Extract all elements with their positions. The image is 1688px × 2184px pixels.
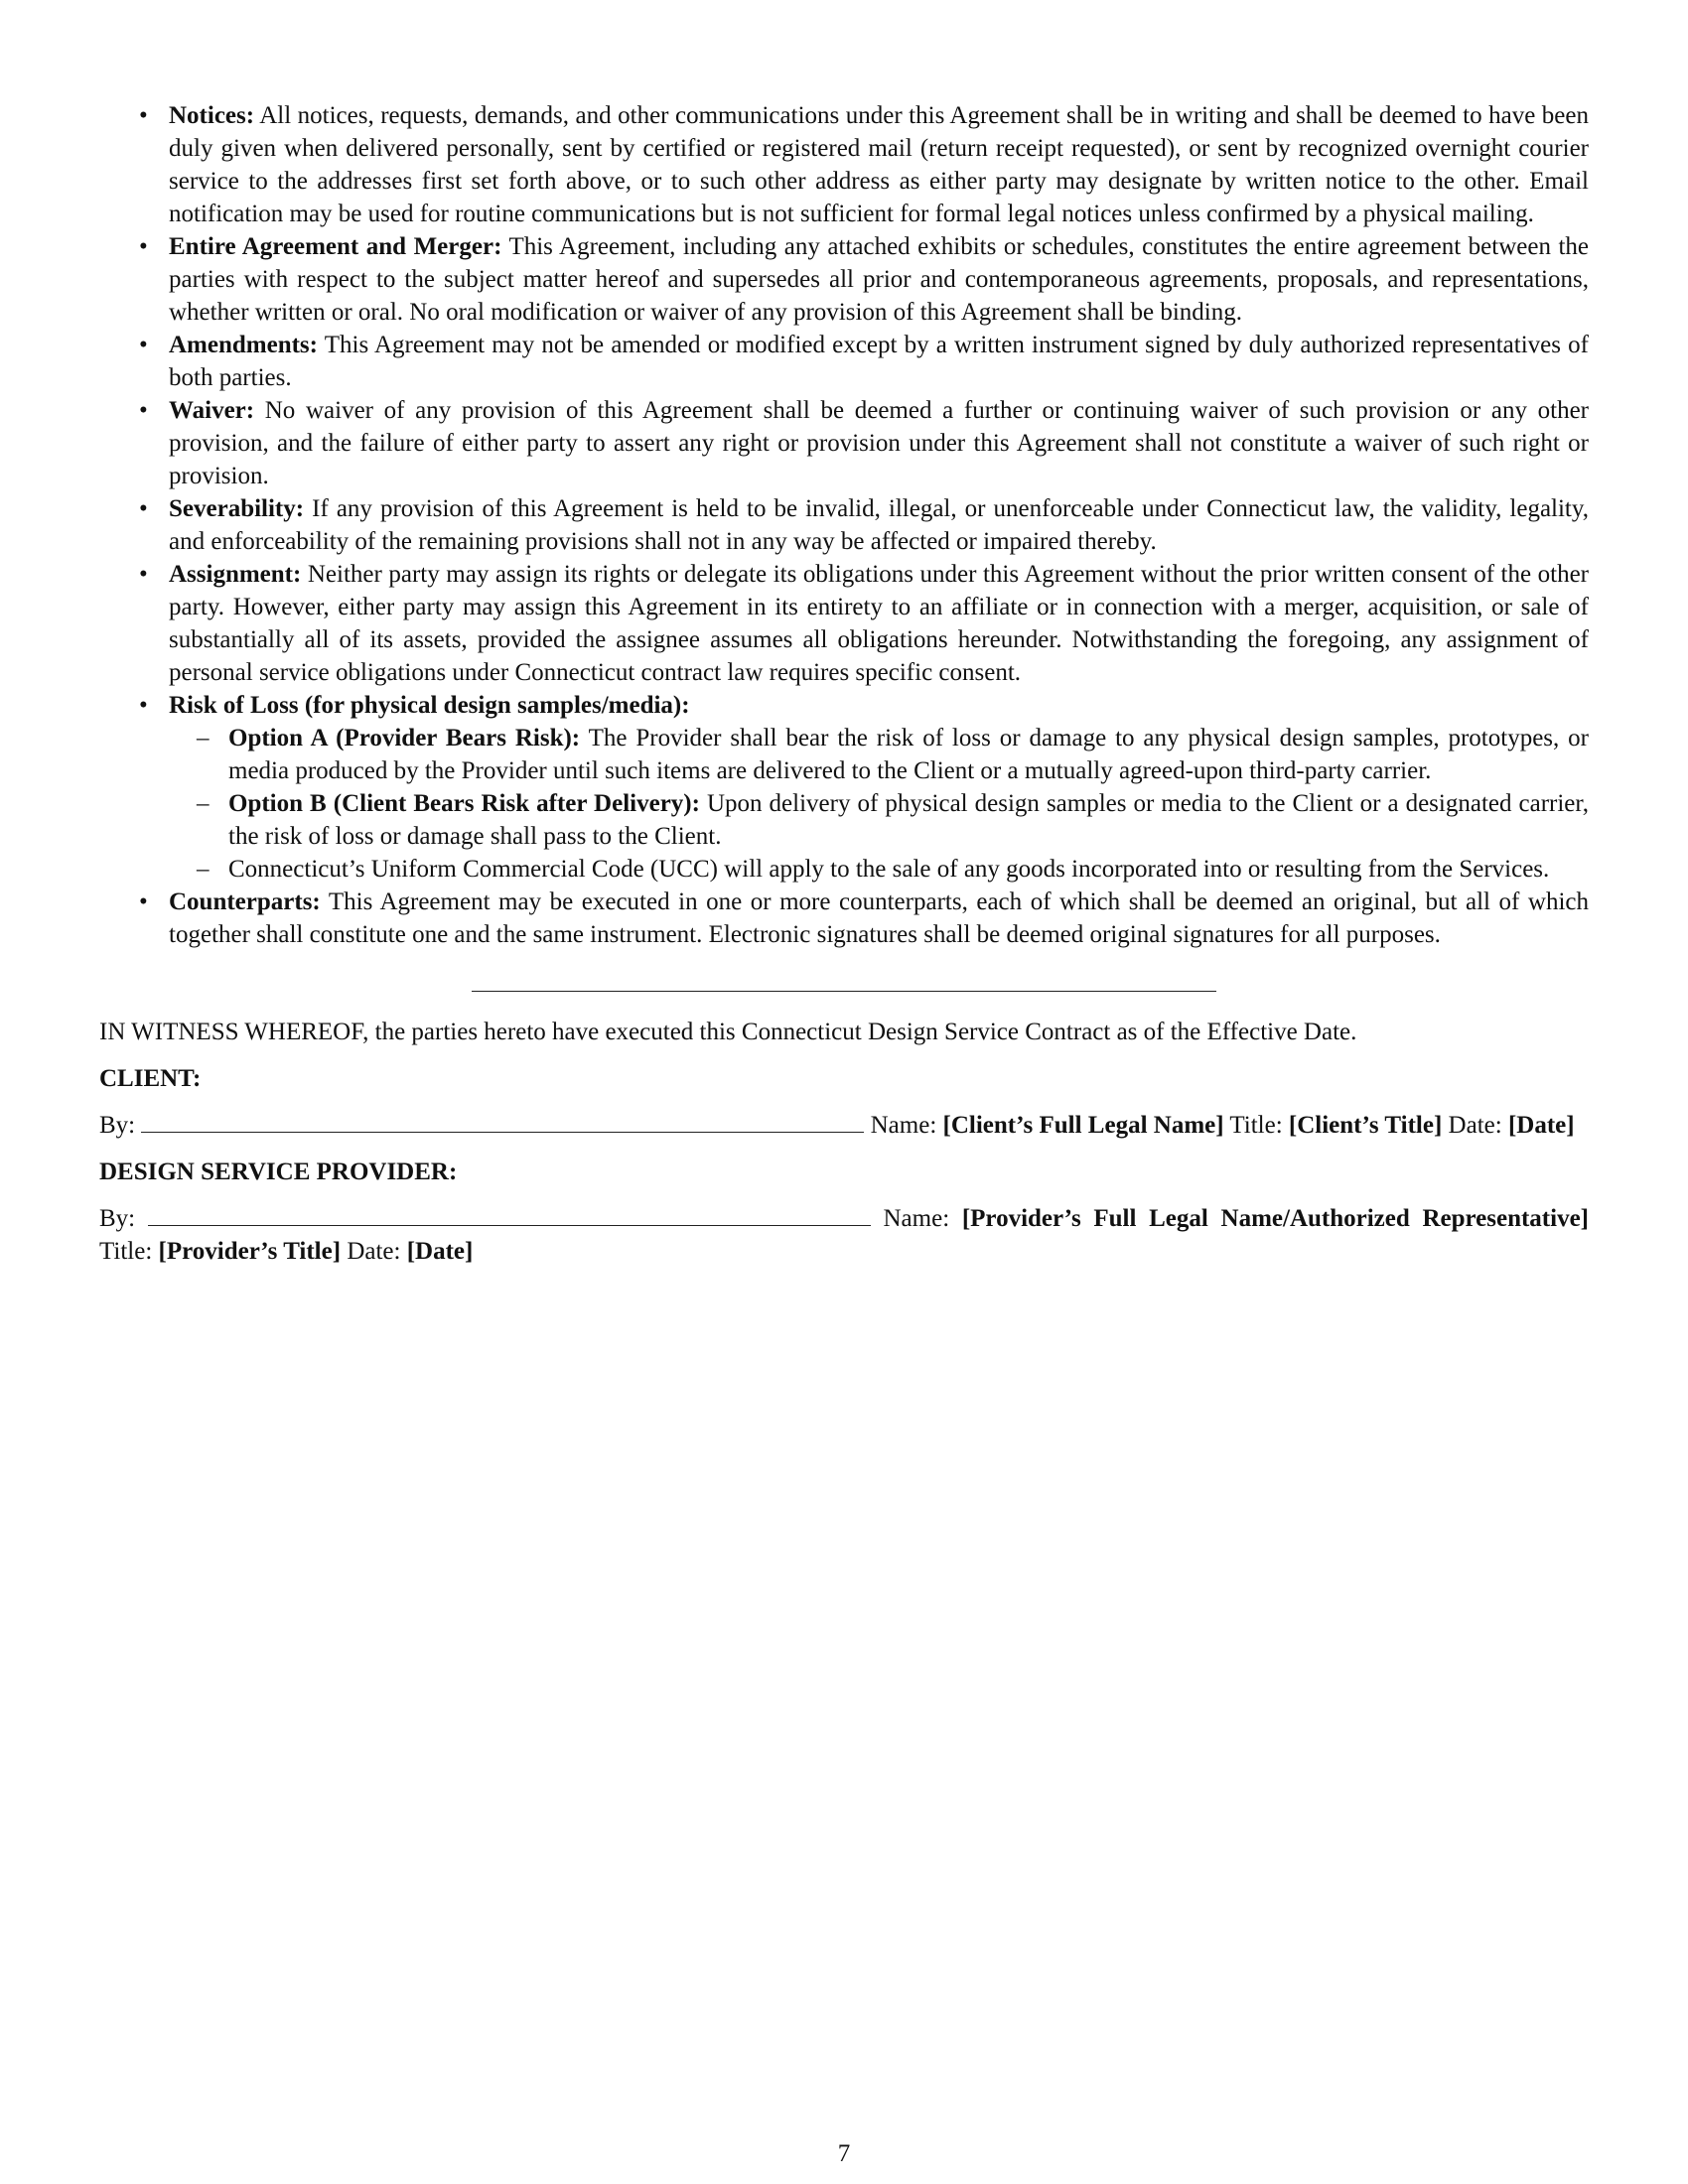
client-signature-block	[99, 1109, 1589, 1142]
risk-options-list	[169, 722, 1589, 886]
risk-option-b	[169, 787, 1589, 853]
client-name-placeholder: [Client’s Full Legal Name]	[942, 1112, 1224, 1139]
provider-heading: DESIGN SERVICE PROVIDER:	[99, 1159, 458, 1185]
date-label: Date:	[1442, 1112, 1508, 1139]
clause-text: No waiver of any provision of this Agreement shall be deemed a further or continuing waiver of such provision or any other provision, and the failure of either party to assert any right or provision under this Agreement shall not constitute a waiver of such right or provision.	[169, 397, 1589, 489]
provider-signature-block	[99, 1202, 1589, 1268]
clause-text: If any provision of this Agreement is held to be invalid, illegal, or unenforceable under Connecticut law, the validity, legality, and enforceability of the remaining provisions shall not in any way be affected or impaired thereby.	[169, 495, 1589, 555]
clause-counterparts	[99, 886, 1589, 951]
clause-term: Severability:	[169, 495, 305, 522]
clause-notices	[99, 99, 1589, 230]
option-term: Option A (Provider Bears Risk):	[228, 725, 581, 751]
client-date-placeholder: [Date]	[1507, 1112, 1575, 1139]
clause-term: Assignment:	[169, 561, 302, 588]
client-title-placeholder: [Client’s Title]	[1288, 1112, 1443, 1139]
by-label: By:	[99, 1205, 136, 1232]
risk-ucc-note	[169, 853, 1589, 886]
provider-signature-line[interactable]	[148, 1203, 871, 1226]
client-signature-line[interactable]	[141, 1110, 864, 1133]
document-page	[99, 99, 1589, 1282]
provider-date-placeholder: [Date]	[406, 1238, 474, 1265]
clause-risk-of-loss	[99, 689, 1589, 886]
clause-amendments	[99, 329, 1589, 394]
clause-text: All notices, requests, demands, and other communications under this Agreement shall be in writing and shall be deemed to have been duly given when delivered personally, sent by certified or registered mail (return receipt requested), or sent by recognized overnight courier service to the addresses first set forth above, or to such other address as either party may designate by written notice to the other. Email notification may be used for routine communications but is not sufficient for formal legal notices unless confirmed by a physical mailing.	[169, 102, 1589, 227]
option-term: Option B (Client Bears Risk after Delivery):	[228, 790, 700, 817]
clause-term: Notices:	[169, 102, 255, 129]
name-label: Name:	[870, 1205, 962, 1232]
clause-assignment	[99, 558, 1589, 689]
clause-text: Neither party may assign its rights or delegate its obligations under this Agreement without the prior written consent of the other party. However, either party may assign this Agreement in its entirety to an affiliate or in connection with a merger, acquisition, or sale of substantially all of its assets, provided the assignee assumes all obligations hereunder. Notwithstanding the foregoing, any assignment of personal service obligations under Connecticut contract law requires specific consent.	[169, 561, 1589, 686]
clause-text: This Agreement, including any attached exhibits or schedules, constitutes the entire agreement between the parties with respect to the subject matter hereof and supersedes all prior and contemporaneous agreements, proposals, and representations, whether written or oral. No oral modification or waiver of any provision of this Agreement shall be binding.	[169, 233, 1589, 326]
by-label: By:	[99, 1112, 136, 1139]
client-heading: CLIENT:	[99, 1065, 202, 1092]
clause-text: This Agreement may not be amended or modified except by a written instrument signed by duly authorized representatives of both parties.	[169, 332, 1589, 391]
witness-statement: IN WITNESS WHEREOF, the parties hereto have executed this Connecticut Design Service Contract as of the Effective Date.	[99, 1019, 1357, 1045]
title-label: Title:	[1223, 1112, 1289, 1139]
option-text: The Provider shall bear the risk of loss or damage to any physical design samples, prototypes, or media produced by the Provider until such items are delivered to the Client or a mutually agreed-upon third-party carrier.	[228, 725, 1589, 784]
clause-text: This Agreement may be executed in one or more counterparts, each of which shall be deemed an original, but all of which together shall constitute one and the same instrument. Electronic signatures shall be deemed original signatures for all purposes.	[169, 888, 1589, 948]
clause-waiver	[99, 394, 1589, 492]
page-number: 7	[837, 2140, 851, 2167]
name-label: Name:	[864, 1112, 943, 1139]
title-label: Title:	[99, 1238, 159, 1265]
option-text: Connecticut’s Uniform Commercial Code (UCC) will apply to the sale of any goods incorporated into or resulting from the Services.	[228, 856, 1550, 883]
clause-term: Counterparts:	[169, 888, 321, 915]
section-divider	[472, 991, 1216, 992]
option-text: Upon delivery of physical design samples or media to the Client or a designated carrier, the risk of loss or damage shall pass to the Client.	[228, 790, 1589, 850]
risk-option-a	[169, 722, 1589, 787]
clause-term: Risk of Loss (for physical design samples/media):	[169, 692, 690, 719]
clause-term: Entire Agreement and Merger:	[169, 233, 502, 260]
clause-severability	[99, 492, 1589, 558]
clause-term: Amendments:	[169, 332, 318, 358]
clause-list	[99, 99, 1589, 951]
provider-name-placeholder: [Provider’s Full Legal Name/Authorized Representative]	[961, 1205, 1590, 1232]
clause-term: Waiver:	[169, 397, 255, 424]
clause-entire-agreement	[99, 230, 1589, 329]
date-label: Date:	[341, 1238, 407, 1265]
provider-title-placeholder: [Provider’s Title]	[158, 1238, 342, 1265]
